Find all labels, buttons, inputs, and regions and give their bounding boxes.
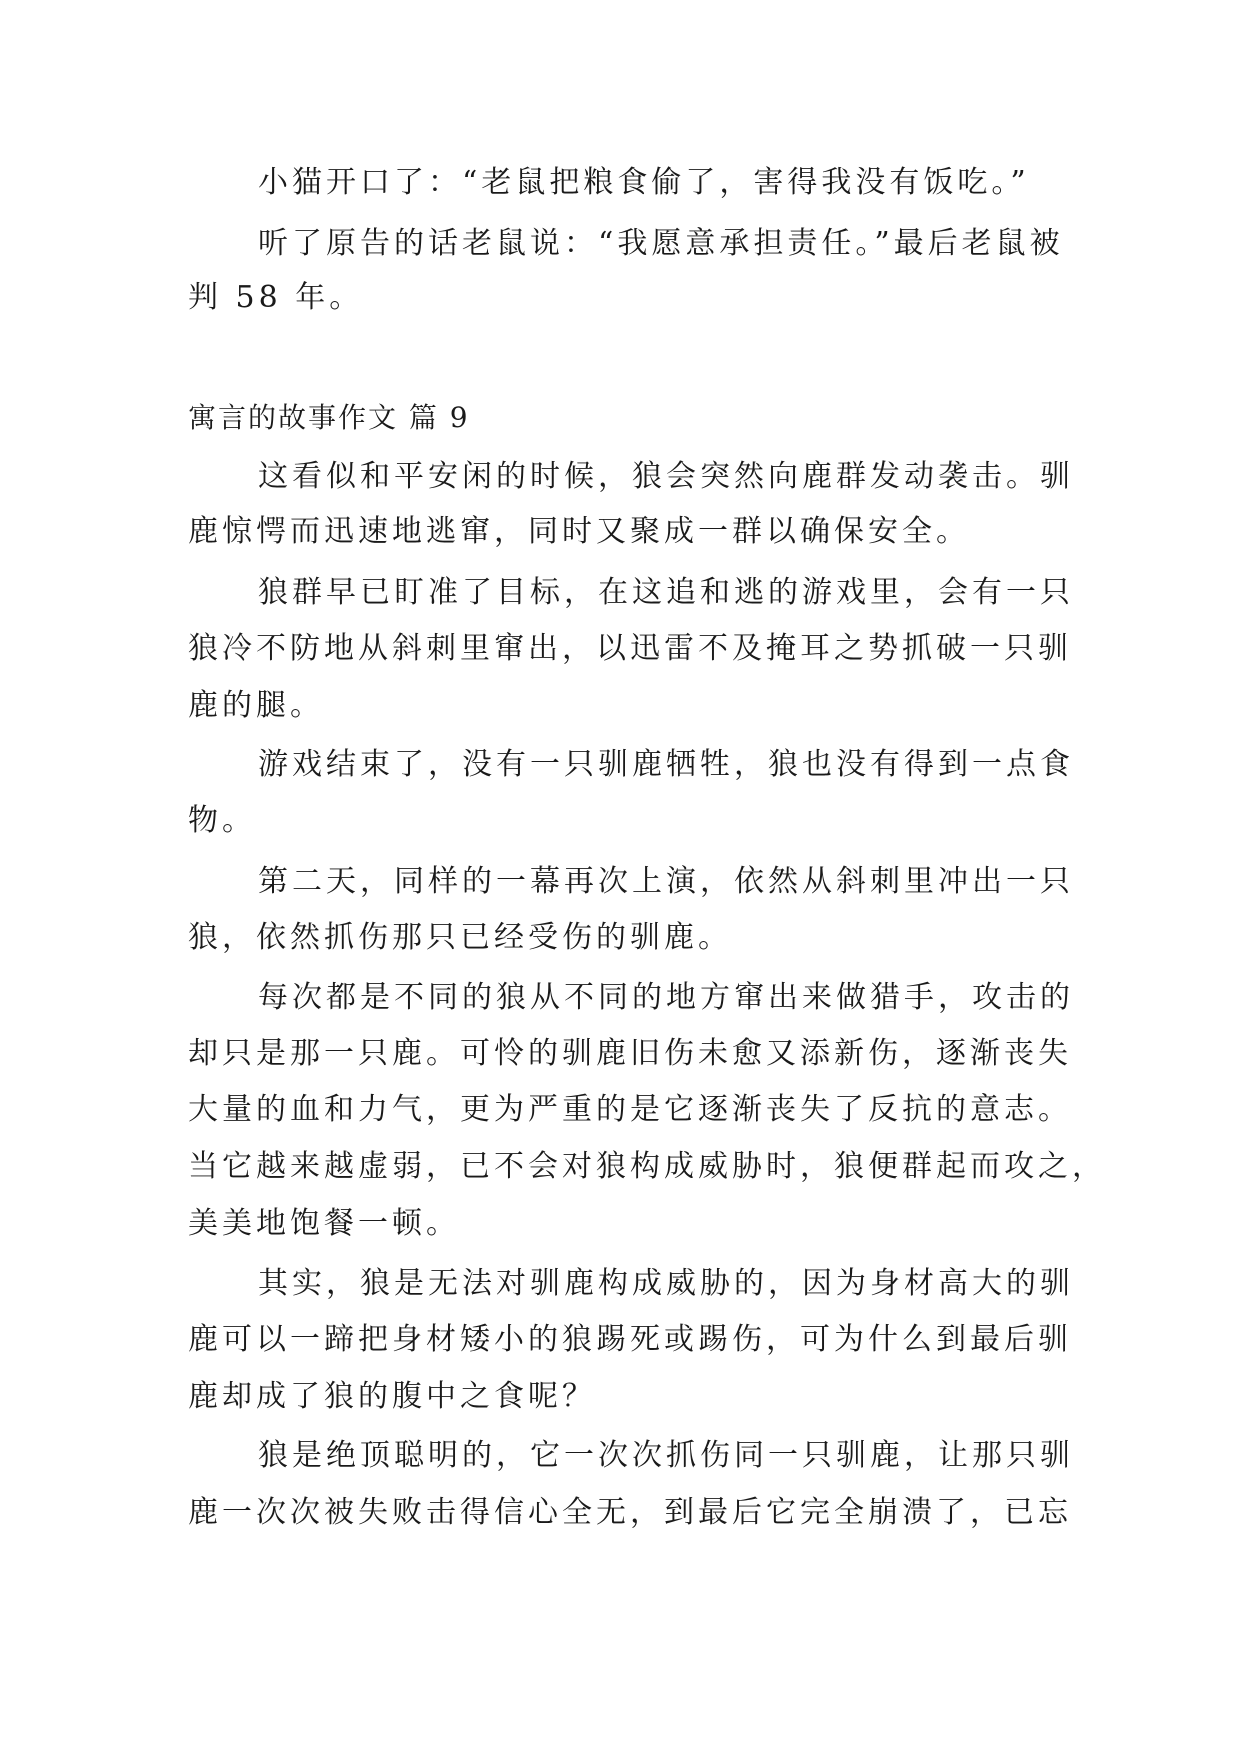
section-heading: 寓言的故事作文 篇 9 xyxy=(188,401,470,434)
paragraph-line: 鹿的腿。 xyxy=(188,688,324,723)
paragraph-line: 狼是绝顶聪明的，它一次次抓伤同一只驯鹿，让那只驯 xyxy=(258,1438,1074,1473)
paragraph-line: 鹿一次次被失败击得信心全无，到最后它完全崩溃了，已忘 xyxy=(188,1495,1072,1530)
paragraph-line: 每次都是不同的狼从不同的地方窜出来做猎手，攻击的 xyxy=(258,980,1074,1015)
paragraph-line: 大量的血和力气，更为严重的是它逐渐丧失了反抗的意志。 xyxy=(188,1092,1072,1127)
paragraph-line: 小猫开口了：“老鼠把粮食偷了，害得我没有饭吃。” xyxy=(258,165,1030,200)
paragraph-line: 狼群早已盯准了目标，在这追和逃的游戏里，会有一只 xyxy=(258,575,1074,610)
paragraph-line: 当它越来越虚弱，已不会对狼构成威胁时，狼便群起而攻之， xyxy=(188,1149,1106,1184)
paragraph-line: 判 58 年。 xyxy=(188,280,364,315)
paragraph-line: 这看似和平安闲的时候，狼会突然向鹿群发动袭击。驯 xyxy=(258,459,1074,494)
paragraph-line: 鹿却成了狼的腹中之食呢？ xyxy=(188,1379,596,1414)
paragraph-line: 鹿可以一蹄把身材矮小的狼踢死或踢伤，可为什么到最后驯 xyxy=(188,1322,1072,1357)
paragraph-line: 狼冷不防地从斜刺里窜出，以迅雷不及掩耳之势抓破一只驯 xyxy=(188,631,1072,666)
paragraph-line: 第二天，同样的一幕再次上演，依然从斜刺里冲出一只 xyxy=(258,864,1074,899)
paragraph-line: 物。 xyxy=(188,803,256,838)
paragraph-line: 其实，狼是无法对驯鹿构成威胁的，因为身材高大的驯 xyxy=(258,1266,1074,1301)
paragraph-line: 却只是那一只鹿。可怜的驯鹿旧伤未愈又添新伤，逐渐丧失 xyxy=(188,1036,1072,1071)
paragraph-line: 鹿惊愕而迅速地逃窜，同时又聚成一群以确保安全。 xyxy=(188,514,970,549)
paragraph-line: 美美地饱餐一顿。 xyxy=(188,1206,460,1241)
paragraph-line: 游戏结束了，没有一只驯鹿牺牲，狼也没有得到一点食 xyxy=(258,747,1074,782)
paragraph-line: 听了原告的话老鼠说：“我愿意承担责任。”最后老鼠被 xyxy=(258,226,1064,261)
paragraph-line: 狼，依然抓伤那只已经受伤的驯鹿。 xyxy=(188,920,732,955)
